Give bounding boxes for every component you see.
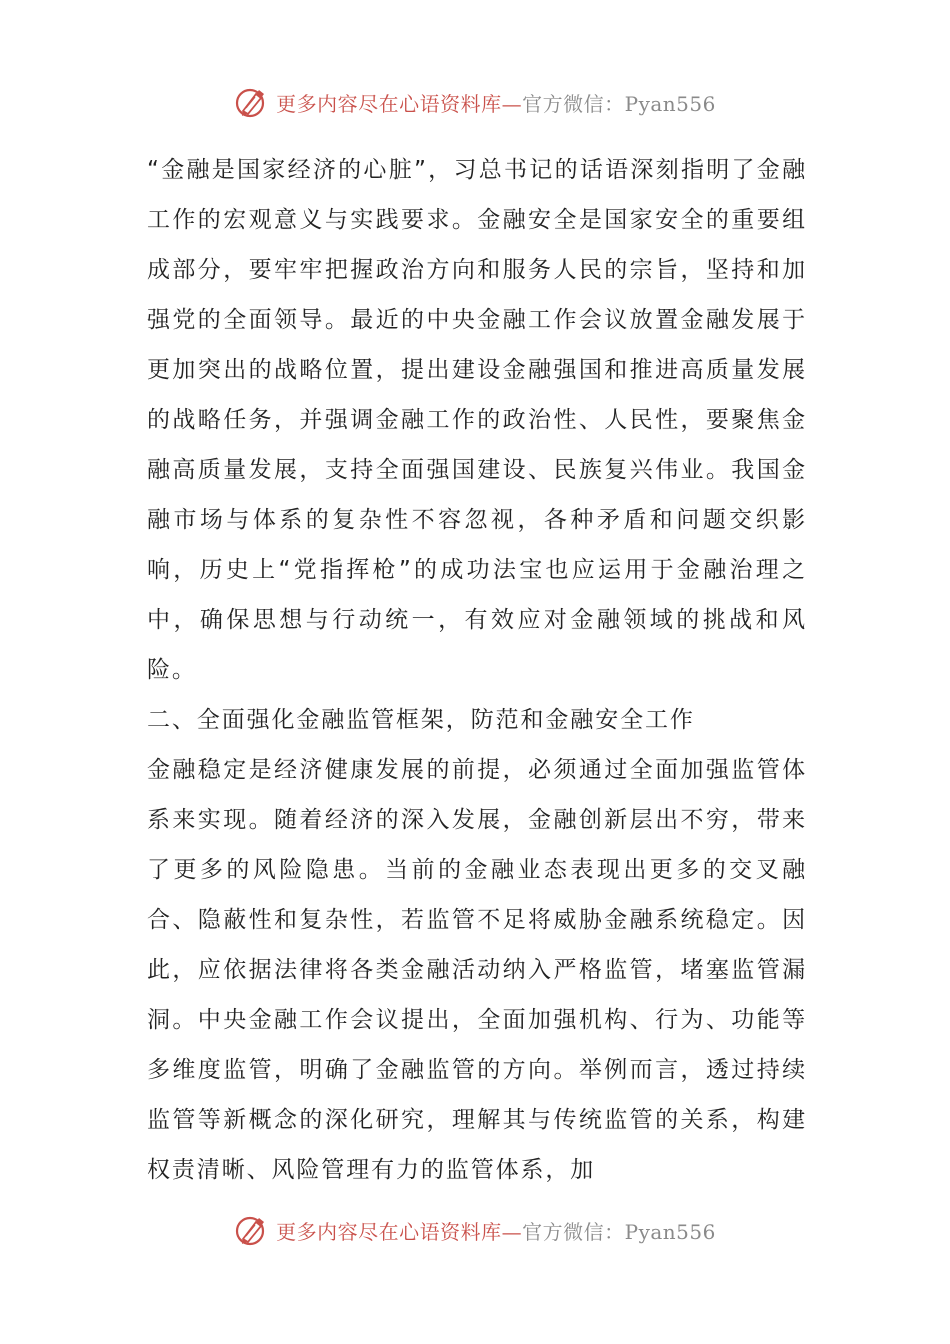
section-heading: 二、全面强化金融监管框架，防范和金融安全工作 xyxy=(147,707,695,733)
footer-watermark-gray: 官方微信：Pyan556 xyxy=(522,1219,716,1244)
footer-watermark-text xyxy=(276,1216,716,1245)
document-body xyxy=(147,145,807,1195)
header-watermark-gray: 官方微信：Pyan556 xyxy=(522,91,716,116)
header-watermark-text xyxy=(276,88,716,117)
header-watermark-red: 更多内容尽在心语资料库— xyxy=(276,91,523,116)
footer-watermark-red: 更多内容尽在心语资料库— xyxy=(276,1219,523,1244)
pen-logo-icon xyxy=(234,1212,270,1248)
paragraph-regulation: 金融稳定是经济健康发展的前提，必须通过全面加强监管体系来实现。随着经济的深入发展，金融创新层出不穷，带来了更多的风险隐患。当前的金融业态表现出更多的交叉融合、隐蔽性和复杂性，若监管不足将威胁金融系统稳定。因此，应依据法律将各类金融活动纳入严格监管，堵塞监管漏洞。中央金融工作会议提出，全面加强机构、行为、功能等多维度监管，明确了金融监管的方向。举例而言，透过持续监管等新概念的深化研究，理解其与传统监管的关系，构建权责清晰、风险管理有力的监管体系，加 xyxy=(147,757,807,1183)
pen-logo-icon xyxy=(234,84,270,120)
header-watermark-banner xyxy=(0,82,950,122)
footer-watermark-banner xyxy=(0,1210,950,1250)
paragraph-intro: “金融是国家经济的心脏”，习总书记的话语深刻指明了金融工作的宏观意义与实践要求。金融安全是国家安全的重要组成部分，要牢牢把握政治方向和服务人民的宗旨，坚持和加强党的全面领导。最近的中央金融工作会议放置金融发展于更加突出的战略位置，提出建设金融强国和推进高质量发展的战略任务，并强调金融工作的政治性、人民性，要聚焦金融高质量发展，支持全面强国建设、民族复兴伟业。我国金融市场与体系的复杂性不容忽视，各种矛盾和问题交织影响，历史上“党指挥枪”的成功法宝也应运用于金融治理之中，确保思想与行动统一，有效应对金融领域的挑战和风险。 xyxy=(147,157,807,683)
